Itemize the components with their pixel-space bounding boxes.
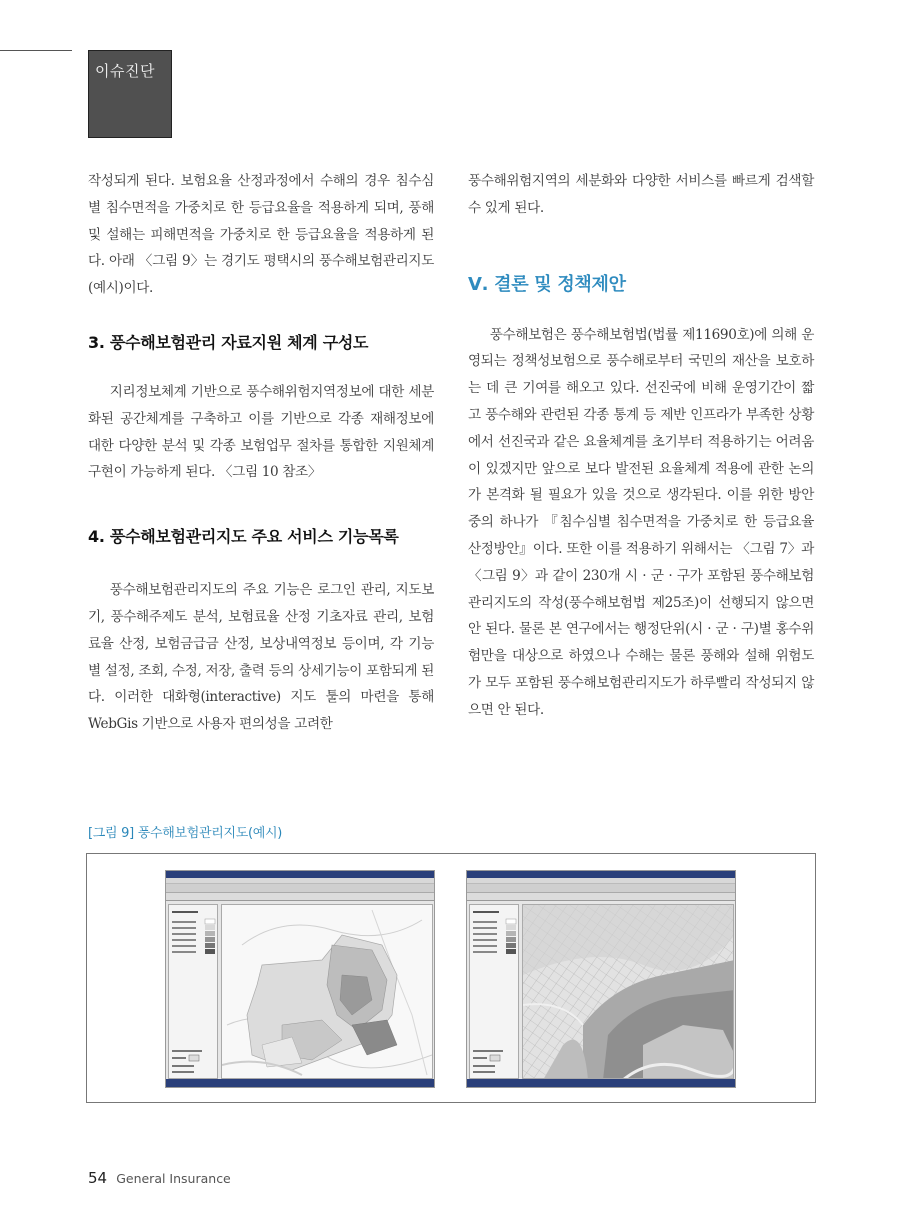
section-tag-label: 이슈진단 (95, 62, 155, 80)
heading-section-4: 4. 풍수해보험관리지도 주요 서비스 기능목록 (88, 527, 399, 547)
screenshot-tabbar (166, 893, 434, 901)
figure-caption: [그림 9] 풍수해보험관리지도(예시) (88, 826, 283, 841)
heading-chapter-5: Ⅴ. 결론 및 정책제안 (468, 273, 626, 295)
legend-swatches-graphic (470, 905, 520, 1080)
screenshot-legend-panel (469, 904, 519, 1079)
right-column (468, 168, 814, 724)
parcel-map-graphic (523, 905, 734, 1079)
screenshot-map-view (522, 904, 734, 1079)
screenshot-toolbar (467, 884, 735, 893)
screenshot-map-view (221, 904, 433, 1079)
page-footer (88, 1168, 231, 1187)
screenshot-statusbar (166, 1079, 434, 1087)
district-map-graphic (222, 905, 433, 1079)
right-paragraph-1: 풍수해위험지역의 세분화와 다양한 서비스를 빠르게 검색할 수 있게 된다. (468, 173, 814, 216)
legend-swatches-graphic (169, 905, 219, 1080)
screenshot-tabbar (467, 893, 735, 901)
page-number: 54 (88, 1169, 108, 1187)
heading-section-3: 3. 풍수해보험관리 자료지원 체계 구성도 (88, 332, 369, 352)
left-column (88, 168, 434, 738)
screenshot-toolbar (166, 884, 434, 893)
section-tag-box (88, 50, 172, 138)
screenshot-titlebar (467, 871, 735, 878)
figure-frame (86, 853, 816, 1103)
screenshot-legend-panel (168, 904, 218, 1079)
left-paragraph-2: 지리정보체계 기반으로 풍수해위험지역정보에 대한 세분화된 공간체계를 구축하고 이를 기반으로 각종 재해정보에 대한 다양한 분석 및 각종 보험업무 절차를 통합한 지원체계 구현이 가능하게 된다. 〈그림 10 참조〉 (88, 383, 434, 481)
top-rule (0, 50, 72, 51)
right-paragraph-2: 풍수해보험은 풍수해보험법(법률 제11690호)에 의해 운영되는 정책성보험으로 풍수해로부터 국민의 재산을 보호하는 데 큰 기여를 해오고 있다. 선진국에 비해 운영기간이 짧고 풍수해와 관련된 각종 통계 등 제반 인프라가 부족한 상황에서 선진국과 같은 요율체계를 초기부터 적용하기는 어려움이 있겠지만 앞으로 보다 발전된 요율체계 적용에 관한 논의가 본격화 될 필요가 있을 것으로 생각된다. 이를 위한 방안 중의 하나가 『침수심별 침수면적을 가중치로 한 등급요율 산정방안』이다. 또한 이를 적용하기 위해서는 〈그림 7〉과 〈그림 9〉과 같이 230개 시 · 군 · 구가 포함된 풍수해보험관리지도의 작성(풍수해보험법 제25조)이 선행되지 않으면 안 된다. 물론 본 연구에서는 행정단위(시 · 군 · 구)별 홍수위험만을 대상으로 하였으나 수해는 물론 풍해와 설해 위험도가 모두 포함된 풍수해보험관리지도가 하루빨리 작성되지 않으면 안 된다. (468, 326, 814, 718)
screenshot-titlebar (166, 871, 434, 878)
left-paragraph-1: 작성되게 된다. 보험요율 산정과정에서 수해의 경우 침수심별 침수면적을 가중치로 한 등급요율을 적용하게 되며, 풍해 및 설해는 피해면적을 가중치로 한 등급요율을 적용하게 된다. 아래 〈그림 9〉는 경기도 평택시의 풍수해보험관리지도(예시)이다. (88, 173, 434, 297)
map-screenshot-district (165, 870, 435, 1088)
left-paragraph-3: 풍수해보험관리지도의 주요 기능은 로그인 관리, 지도보기, 풍수해주제도 분석, 보험료율 산정 기초자료 관리, 보험료율 산정, 보험금급금 산정, 보상내역정보 등이며, 각 기능별 설정, 조회, 수정, 저장, 출력 등의 상세기능이 포함되게 된다. 이러한 대화형(interactive) 지도 툴의 마련을 통해 WebGis 기반으로 사용자 편의성을 고려한 (88, 582, 434, 733)
publication-name: General Insurance (116, 1171, 231, 1186)
map-screenshot-parcel (466, 870, 736, 1088)
screenshot-statusbar (467, 1079, 735, 1087)
